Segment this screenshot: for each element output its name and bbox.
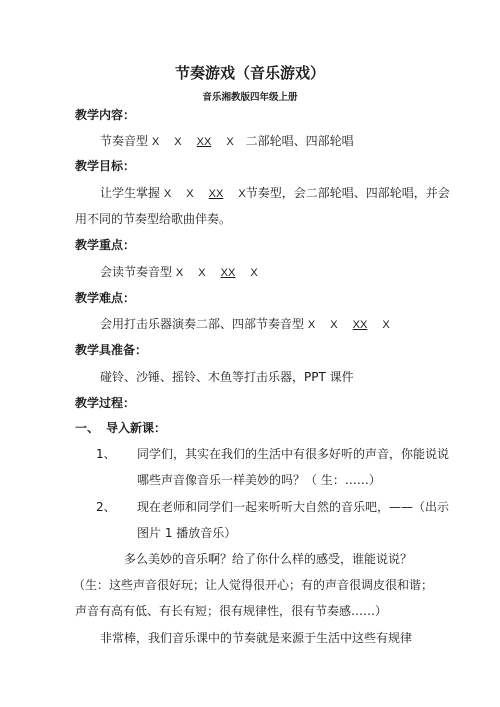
- teaching-goals-suffix: 节奏型，会二部轮唱、四部轮唱，并会: [245, 186, 450, 200]
- rhythm-pattern: [176, 265, 266, 281]
- rhythm-pattern: [164, 186, 246, 202]
- rhythm-note-underlined: XX: [352, 319, 368, 331]
- closing-line: 非常棒，我们音乐课中的节奏就是来源于生活中这些有规律: [100, 631, 413, 645]
- rhythm-note: X: [382, 319, 390, 331]
- question-line: 多么美妙的音乐啊？给了你什么样的感受，谁能说说？: [124, 552, 413, 566]
- tools-line: 碰铃、沙锤、摇铃、木鱼等打击乐器，PPT 课件: [100, 370, 354, 384]
- rhythm-note: X: [250, 267, 258, 279]
- heading-teaching-goals: 教学目标：: [75, 159, 136, 173]
- rhythm-note-underlined: XX: [220, 267, 236, 279]
- teaching-goals-line-1: [100, 185, 450, 202]
- heading-teaching-content: 教学内容：: [75, 108, 136, 122]
- heading-process: 教学过程：: [75, 396, 136, 410]
- heading-tools: 教学具准备：: [75, 343, 148, 357]
- rhythm-note: X: [174, 136, 182, 148]
- teaching-content-line: [100, 133, 354, 150]
- rhythm-note: X: [307, 319, 316, 331]
- item-1-line-1: 同学们，其实在我们的生活中有很多好听的声音，你能说说: [137, 447, 450, 461]
- key-points-prefix: 会读节奏音型: [100, 265, 173, 279]
- rhythm-note-underlined: XX: [196, 136, 212, 148]
- difficulties-prefix: 会用打击乐器演奏二部、四部节奏音型: [100, 317, 305, 331]
- rhythm-note: X: [175, 267, 184, 279]
- item-1-number: 1、: [96, 447, 116, 461]
- teaching-goals-prefix: 让学生掌握: [100, 186, 161, 200]
- item-2-number: 2、: [96, 500, 116, 514]
- rhythm-note: X: [186, 188, 194, 200]
- item-2-line-2: 图片 1 播放音乐）: [137, 526, 237, 540]
- rhythm-note: X: [151, 136, 160, 148]
- teaching-goals-line-2: 用不同的节奏型给歌曲伴奏。: [75, 212, 232, 226]
- answer-line-2: 声音有高有低、有长有短；很有规律性，很有节奏感……）: [75, 604, 388, 618]
- item-1-line-2: 哪些声音像音乐一样美妙的吗？（ 生：……）: [137, 473, 381, 487]
- heading-difficulties: 教学难点：: [75, 291, 136, 305]
- section-1-number: 一、: [75, 421, 100, 435]
- item-2-line-1: 现在老师和同学们一起来听听大自然的音乐吧，——（出示: [137, 500, 450, 514]
- page-subtitle: 音乐湘教版四年级上册: [202, 92, 298, 103]
- difficulties-line: [100, 316, 398, 333]
- heading-key-points: 教学重点：: [75, 238, 136, 252]
- teaching-content-suffix: 二部轮唱、四部轮唱: [245, 134, 354, 148]
- rhythm-note: X: [330, 319, 338, 331]
- page-title: 节奏游戏（音乐游戏）: [174, 64, 325, 82]
- rhythm-note: X: [238, 188, 246, 200]
- teaching-content-prefix: 节奏音型: [100, 134, 149, 148]
- section-1-title: 导入新课：: [106, 421, 167, 435]
- rhythm-note-underlined: XX: [208, 188, 224, 200]
- answer-line-1: （生：这些声音很好玩；让人觉得很开心；有的声音很调皮很和谐；: [73, 578, 434, 592]
- key-points-line: [100, 264, 266, 281]
- rhythm-pattern: [308, 317, 398, 333]
- rhythm-note: X: [226, 136, 234, 148]
- rhythm-pattern: [152, 134, 242, 150]
- rhythm-note: X: [198, 267, 206, 279]
- rhythm-note: X: [163, 188, 172, 200]
